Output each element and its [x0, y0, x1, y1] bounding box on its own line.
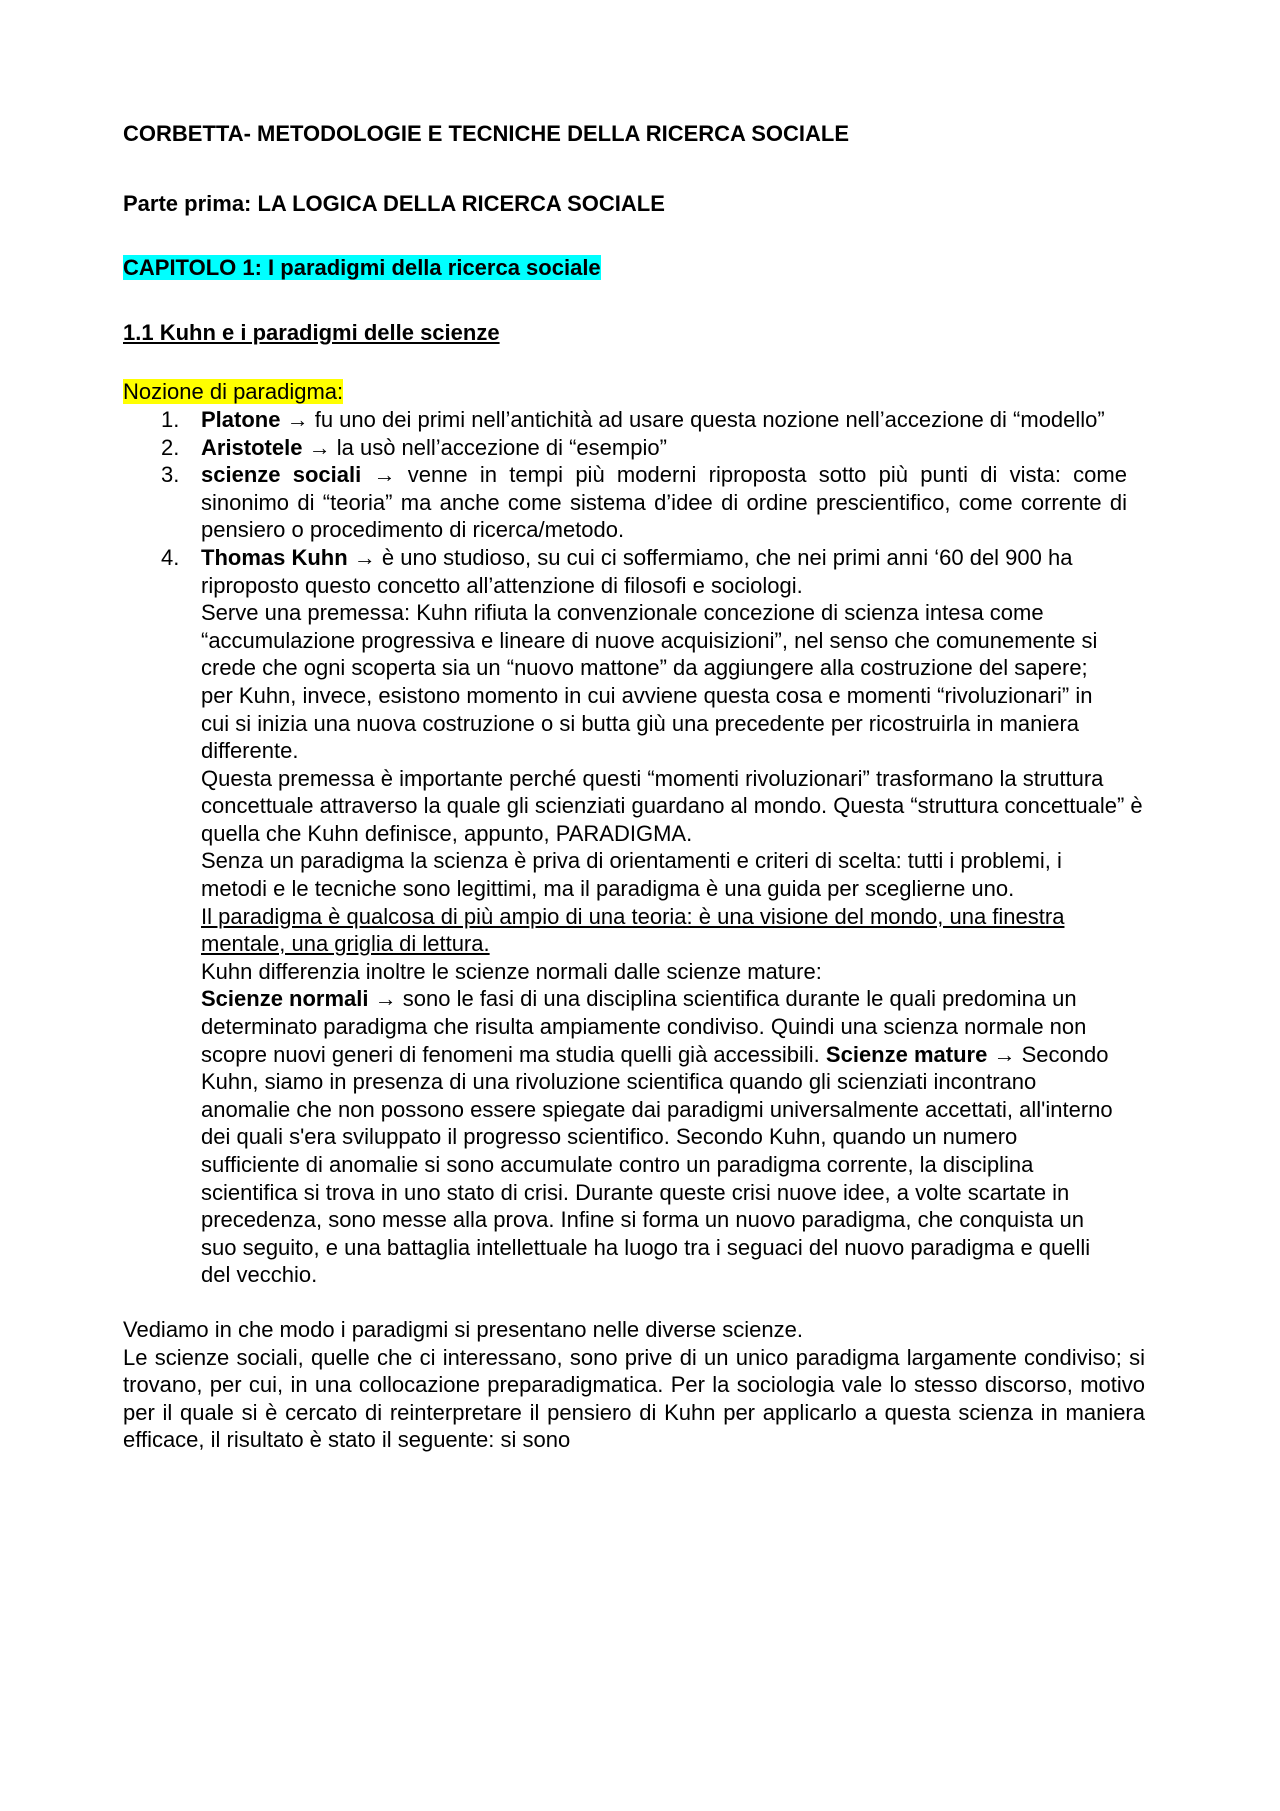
highlight-label-text: Nozione di paradigma: — [123, 379, 344, 405]
list-number: 1. — [161, 406, 180, 432]
list-number: 3. — [161, 462, 180, 488]
list-text: la usò nell’accezione di “esempio” — [336, 434, 667, 460]
list-item-paragraphs — [201, 599, 1145, 1289]
document-title: CORBETTA- METODOLOGIE E TECNICHE DELLA RICERCA SOCIALE — [123, 121, 850, 146]
list-text: è uno studioso, su cui ci soffermiamo, che nei primi anni ‘60 del 900 ha riproposto questo concetto all’attenzione di filosofi e sociologi. — [201, 544, 1073, 598]
list-item — [123, 434, 1145, 462]
list-text: Secondo Kuhn, siamo in presenza di una rivoluzione scientifica quando gli scienziati incontrano anomalie che non possono essere spiegate dai paradigmi universalmente accettati, all'interno dei quali s'era sviluppato il progresso scientifico. Secondo Kuhn, quando un numero sufficiente di anomalie si sono accumulate contro un paradigma corrente, la disciplina scientifica si trova in uno stato di crisi. Durante queste crisi nuove idee, a volte scartate in precedenza, sono messe alla prova. Infine si forma un nuovo paradigma, che conquista un suo seguito, e una battaglia intellettuale ha luogo tra i seguaci del nuovo paradigma e quelli del vecchio. — [201, 1041, 1113, 1288]
paragraph: Senza un paradigma la scienza è priva di orientamenti e criteri di scelta: tutti i problemi, i metodi e le tecniche sono legittimi, ma il paradigma è una guida per sceglierne uno. — [201, 848, 1062, 902]
paragraph: Serve una premessa: Kuhn rifiuta la convenzionale concezione di scienza intesa come “accumulazione progressiva e lineare di nuove acquisizioni”, nel senso che comunemente si crede che ogni scoperta sia un “nuovo mattone” da aggiungere alla costruzione del sapere; per Kuhn, invece, esistono momento in cui avviene questa cosa e momenti “rivoluzionari” in cui si inizia una nuova costruzione o si butta giù una precedente per ricostruirla in maniera differente. — [201, 600, 1098, 764]
list-number: 2. — [161, 434, 180, 460]
arrow-icon: → — [308, 434, 331, 460]
part-heading: Parte prima: LA LOGICA DELLA RICERCA SOCIALE — [123, 190, 665, 216]
list-item — [123, 544, 1145, 1289]
list-number: 4. — [161, 544, 180, 570]
paradigm-list — [123, 406, 1145, 1289]
chapter-heading — [123, 254, 1145, 282]
list-text: sono le fasi di una disciplina scientifica durante le quali predomina un determinato paradigma che risulta ampiamente condiviso. Quindi una scienza normale non scopre nuovi generi di fenomeni ma studia quelli già accessibili. — [201, 986, 1087, 1067]
list-text: fu uno dei primi nell’antichità ad usare questa nozione nell’accezione di “modello” — [314, 406, 1105, 432]
list-term: Scienze normali — [201, 986, 369, 1012]
paragraph: Questa premessa è importante perché questi “momenti rivoluzionari” trasformano la struttura concettuale attraverso la quale gli scienziati guardano al mondo. Questa “struttura concettuale” è quella che Kuhn definisce, appunto, PARADIGMA. — [201, 765, 1143, 846]
arrow-icon: → — [353, 544, 376, 570]
arrow-icon: → — [993, 1041, 1016, 1067]
list-term: Platone — [201, 406, 281, 432]
underlined-paragraph: Il paradigma è qualcosa di più ampio di una teoria: è una visione del mondo, una finestra mentale, una griglia di lettura. — [201, 903, 1065, 957]
arrow-icon: → — [374, 986, 397, 1012]
paragraph: Kuhn differenzia inoltre le scienze normali dalle scienze mature: — [201, 958, 822, 984]
list-term: scienze sociali — [201, 462, 362, 488]
closing-paragraph: Le scienze sociali, quelle che ci interessano, sono prive di un unico paradigma largamente condiviso; si trovano, per cui, in una collocazione preparadigmatica. Per la sociologia vale lo stesso discorso, motivo per il quale si è cercato di reinterpretare il pensiero di Kuhn per applicarlo a questa scienza in maniera efficace, il risultato è stato il seguente: si sono — [123, 1344, 1145, 1453]
paragraph — [201, 985, 1121, 1289]
list-item — [123, 461, 1145, 544]
chapter-heading-text: CAPITOLO 1: I paradigmi della ricerca sociale — [123, 255, 601, 281]
list-term: Aristotele — [201, 434, 303, 460]
closing-paragraph: Vediamo in che modo i paradigmi si presentano nelle diverse scienze. — [123, 1316, 803, 1342]
list-term: Thomas Kuhn — [201, 544, 348, 570]
section-heading: 1.1 Kuhn e i paradigmi delle scienze — [123, 319, 500, 345]
arrow-icon: → — [373, 462, 396, 488]
highlight-label — [123, 378, 1145, 406]
document-body — [123, 120, 1145, 1454]
list-term: Scienze mature — [825, 1041, 988, 1067]
list-text: venne in tempi più moderni riproposta sotto più punti di vista: come sinonimo di “teoria” ma anche come sistema d’idee di ordine prescientifico, come corrente di pensiero o procedimento di ricerca/metodo. — [201, 462, 1127, 543]
list-item — [123, 406, 1145, 434]
arrow-icon: → — [286, 406, 309, 432]
list-item-body — [201, 544, 1101, 599]
